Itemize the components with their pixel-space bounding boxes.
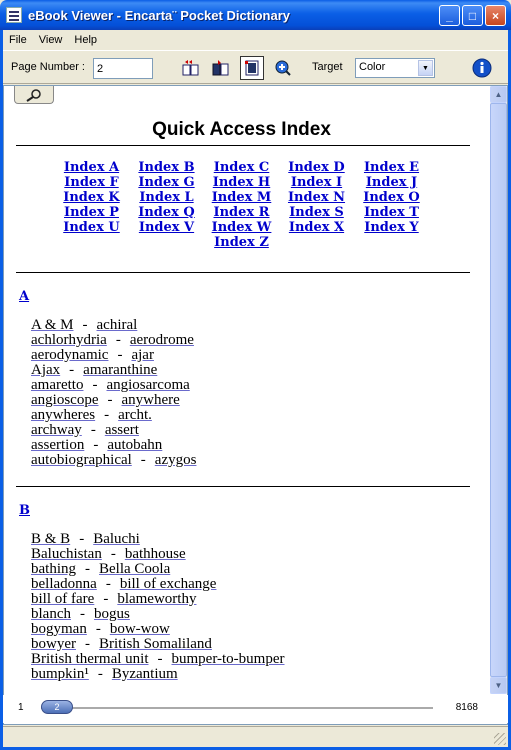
range-separator: - (97, 666, 103, 682)
range-separator: - (107, 392, 113, 408)
range-end-link[interactable]: ajar (131, 347, 154, 363)
list-item (31, 453, 469, 468)
range-separator: - (140, 452, 146, 468)
target-select[interactable] (355, 58, 435, 78)
list-item (31, 363, 469, 378)
menu-view[interactable]: View (38, 33, 63, 46)
toolbar (3, 50, 508, 84)
index-link[interactable]: Index B (138, 160, 195, 175)
window-title: eBook Viewer - Encarta¨ Pocket Dictionary (28, 7, 291, 23)
index-link[interactable]: Index N (287, 190, 346, 205)
single-page-icon (243, 59, 261, 77)
index-link[interactable]: Index Q (138, 205, 195, 220)
range-start-link[interactable]: achlorhydria (31, 332, 107, 348)
list-item (31, 607, 469, 622)
range-start-link[interactable]: amaretto (31, 377, 84, 393)
range-start-link[interactable]: B & B (31, 531, 71, 547)
index-link[interactable]: Index G (138, 175, 195, 190)
range-start-link[interactable]: angioscope (31, 392, 99, 408)
app-icon (6, 7, 22, 23)
range-start-link[interactable]: Baluchistan (31, 546, 102, 562)
slider-track[interactable] (41, 707, 433, 709)
slider-thumb[interactable]: 2 (41, 700, 73, 714)
range-start-link[interactable]: bathing (31, 561, 76, 577)
status-bar (3, 726, 508, 747)
range-separator: - (82, 317, 88, 333)
entry-list (31, 318, 469, 468)
index-link[interactable]: Index W (211, 220, 272, 235)
index-link[interactable]: Index V (138, 220, 195, 235)
scroll-up-arrow-icon[interactable]: ▲ (490, 86, 507, 103)
bookmark-book-icon (211, 59, 231, 77)
maximize-button[interactable]: □ (462, 5, 483, 26)
range-separator: - (104, 407, 110, 423)
menu-bar (3, 30, 508, 49)
range-end-link[interactable]: autobahn (107, 437, 163, 453)
index-link[interactable]: Index X (288, 220, 345, 235)
close-button[interactable]: × (485, 5, 506, 26)
list-item (31, 532, 469, 547)
range-end-link[interactable]: anywhere (121, 392, 180, 408)
range-separator: - (79, 531, 85, 547)
range-end-link[interactable]: bill of exchange (119, 576, 217, 592)
list-item (31, 408, 469, 423)
range-end-link[interactable]: bogus (93, 606, 130, 622)
list-item (31, 378, 469, 393)
range-end-link[interactable]: amaranthine (83, 362, 158, 378)
range-end-link[interactable]: bumper-to-bumper (171, 651, 285, 667)
range-start-link[interactable]: blanch (31, 606, 71, 622)
list-item (31, 423, 469, 438)
index-link[interactable]: Index U (63, 220, 120, 235)
letter-section (14, 289, 469, 468)
index-link[interactable]: Index Y (364, 220, 419, 235)
target-label: Target (312, 61, 343, 73)
search-icon (25, 88, 43, 102)
range-separator: - (117, 347, 123, 363)
range-start-link[interactable]: assertion (31, 437, 85, 453)
list-item (31, 592, 469, 607)
info-icon (472, 58, 492, 78)
first-page-button[interactable] (179, 56, 203, 80)
info-button[interactable] (470, 56, 494, 80)
list-item (31, 393, 469, 408)
index-link[interactable]: Index K (63, 190, 120, 205)
divider (16, 272, 470, 273)
range-separator: - (157, 651, 163, 667)
range-start-link[interactable]: archway (31, 422, 82, 438)
menu-help[interactable]: Help (74, 33, 98, 46)
index-link[interactable]: Index O (363, 190, 420, 205)
range-start-link[interactable]: aerodynamic (31, 347, 109, 363)
index-link[interactable]: Index A (63, 160, 120, 175)
range-start-link[interactable]: British thermal unit (31, 651, 149, 667)
index-link[interactable]: Index L (139, 190, 194, 205)
range-end-link[interactable]: aerodrome (129, 332, 194, 348)
section-heading[interactable]: A (19, 289, 30, 304)
bookmark-button[interactable] (209, 56, 233, 80)
section-heading[interactable]: B (19, 503, 30, 518)
range-start-link[interactable]: autobiographical (31, 452, 132, 468)
list-item (31, 622, 469, 637)
list-item (31, 547, 469, 562)
title-bar[interactable] (0, 0, 511, 30)
index-link[interactable]: Index F (64, 175, 119, 190)
index-grid (14, 160, 469, 250)
zoom-button[interactable] (271, 56, 295, 80)
zoom-icon (274, 59, 292, 77)
range-start-link[interactable]: A & M (31, 317, 74, 333)
range-end-link[interactable]: azygos (154, 452, 197, 468)
index-link[interactable]: Index I (290, 175, 343, 190)
range-start-link[interactable]: belladonna (31, 576, 97, 592)
index-link[interactable]: Index J (365, 175, 418, 190)
range-separator: - (115, 332, 121, 348)
page-title: Quick Access Index (152, 119, 331, 140)
divider (16, 145, 470, 146)
range-end-link[interactable]: Bella Coola (99, 561, 171, 577)
scroll-thumb[interactable] (490, 103, 507, 677)
minimize-button[interactable]: _ (439, 5, 460, 26)
range-separator: - (93, 437, 99, 453)
range-separator: - (85, 561, 90, 577)
list-item (31, 438, 469, 453)
range-separator: - (79, 606, 85, 622)
range-separator: - (69, 362, 75, 378)
list-item (31, 667, 469, 682)
range-end-link[interactable]: Byzantium (111, 666, 178, 682)
range-start-link[interactable]: bill of fare (31, 591, 95, 607)
range-end-link[interactable]: achiral (96, 317, 138, 333)
page-slider (3, 695, 508, 723)
range-end-link[interactable]: blameworthy (117, 591, 197, 607)
search-tab[interactable] (14, 86, 54, 104)
range-separator: - (103, 591, 109, 607)
resize-grip-icon[interactable] (494, 733, 506, 745)
list-item (31, 348, 469, 363)
range-end-link[interactable]: bathhouse (124, 546, 186, 562)
list-item (31, 318, 469, 333)
list-item (31, 333, 469, 348)
range-separator: - (110, 546, 116, 562)
chevron-down-icon[interactable]: ▼ (418, 60, 433, 76)
slider-max: 8168 (455, 702, 478, 713)
range-start-link[interactable]: bumpkin¹ (31, 666, 89, 682)
index-link[interactable]: Index Z (214, 235, 269, 250)
index-link[interactable]: Index S (289, 205, 344, 220)
index-link[interactable]: Index D (288, 160, 345, 175)
letter-section (14, 503, 469, 682)
range-end-link[interactable]: archt. (118, 407, 152, 423)
range-start-link[interactable]: bowyer (31, 636, 76, 652)
index-link[interactable]: Index P (64, 205, 119, 220)
list-item (31, 637, 469, 652)
index-link[interactable]: Index T (364, 205, 419, 220)
range-separator: - (90, 422, 96, 438)
range-end-link[interactable]: bow-wow (109, 621, 170, 637)
range-end-link[interactable]: Baluchi (93, 531, 140, 547)
index-link[interactable]: Index H (212, 175, 271, 190)
range-separator: - (95, 621, 101, 637)
range-end-link[interactable]: assert (104, 422, 139, 438)
document-view[interactable] (3, 85, 508, 725)
range-start-link[interactable]: anywheres (31, 407, 96, 423)
entry-list (31, 532, 469, 682)
page-number-input[interactable] (93, 58, 153, 79)
range-separator: - (85, 636, 90, 652)
range-separator: - (92, 377, 98, 393)
range-start-link[interactable]: Ajax (31, 362, 61, 378)
first-page-book-icon (181, 59, 201, 77)
range-end-link[interactable]: British Somaliland (99, 636, 212, 652)
page-number-label: Page Number : (11, 61, 85, 73)
divider (16, 486, 470, 487)
scroll-down-arrow-icon[interactable]: ▼ (490, 677, 507, 694)
list-item (31, 652, 469, 667)
slider-min: 1 (18, 702, 24, 713)
vertical-scrollbar[interactable] (490, 86, 507, 694)
menu-file[interactable]: File (9, 33, 27, 46)
index-link[interactable]: Index R (213, 205, 270, 220)
target-value: Color (359, 61, 386, 73)
index-link[interactable]: Index C (213, 160, 270, 175)
list-item (31, 577, 469, 592)
list-item (31, 562, 469, 577)
range-end-link[interactable]: angiosarcoma (106, 377, 190, 393)
index-link[interactable]: Index E (363, 160, 420, 175)
range-separator: - (105, 576, 111, 592)
index-link[interactable]: Index M (211, 190, 272, 205)
range-start-link[interactable]: bogyman (31, 621, 87, 637)
single-page-button[interactable] (240, 56, 264, 80)
